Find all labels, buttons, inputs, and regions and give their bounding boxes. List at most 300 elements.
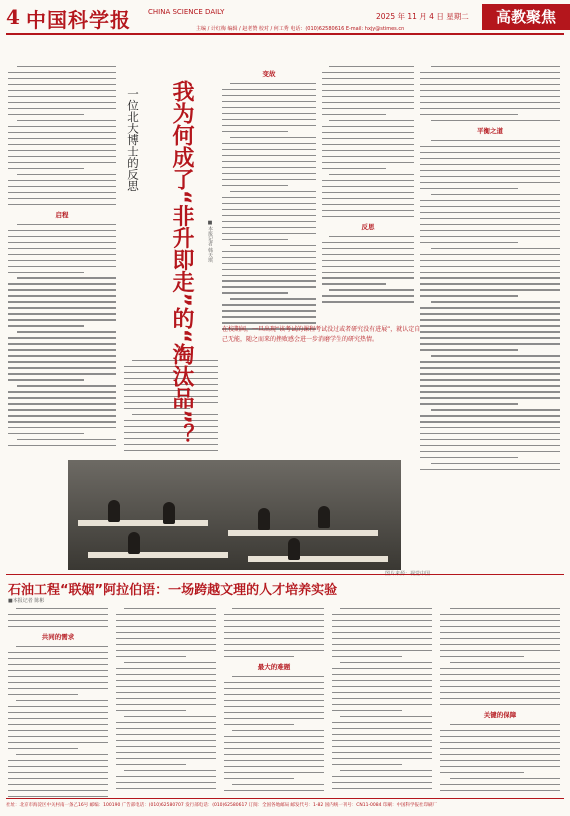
article2-column-5	[440, 608, 560, 796]
text-line	[124, 608, 216, 609]
text-line	[322, 260, 414, 261]
text-line	[332, 734, 432, 735]
text-line	[224, 748, 324, 749]
text-line	[420, 230, 560, 231]
text-line	[230, 298, 316, 299]
section-head: 平衡之道	[477, 126, 503, 135]
text-line	[8, 682, 108, 683]
text-line	[8, 748, 78, 749]
text-line	[222, 286, 316, 287]
text-line	[322, 126, 414, 127]
text-line	[8, 150, 116, 151]
text-line	[420, 283, 560, 284]
text-line	[230, 83, 316, 84]
text-line	[420, 295, 518, 296]
text-line	[8, 760, 108, 761]
text-line	[332, 788, 432, 789]
text-line	[222, 167, 316, 168]
text-line	[17, 277, 116, 278]
text-line	[420, 385, 560, 386]
text-line	[420, 379, 560, 380]
text-line	[222, 304, 316, 305]
text-line	[420, 218, 560, 219]
text-line	[8, 272, 84, 273]
text-line	[8, 192, 116, 193]
text-line	[431, 409, 560, 410]
text-line	[340, 770, 432, 771]
text-line	[8, 126, 116, 127]
text-line	[116, 704, 216, 705]
text-line	[116, 644, 216, 645]
article2-column-4	[332, 608, 432, 794]
text-line	[8, 724, 108, 725]
text-line	[8, 313, 116, 314]
text-line	[224, 682, 324, 683]
text-line	[222, 233, 316, 234]
text-line	[224, 694, 324, 695]
text-line	[420, 236, 560, 237]
text-line	[440, 772, 524, 773]
text-line	[8, 421, 116, 422]
text-line	[124, 770, 216, 771]
text-line	[222, 263, 316, 264]
text-line	[8, 361, 116, 362]
text-line	[222, 316, 316, 317]
text-line	[322, 254, 414, 255]
text-line	[8, 355, 116, 356]
text-line	[420, 457, 518, 458]
text-line	[116, 680, 216, 681]
text-line	[116, 698, 216, 699]
text-line	[222, 221, 316, 222]
text-line	[322, 266, 414, 267]
text-line	[420, 373, 560, 374]
text-line	[222, 197, 316, 198]
text-line	[332, 620, 432, 621]
text-line	[116, 758, 216, 759]
text-line	[322, 156, 414, 157]
text-line	[431, 194, 560, 195]
text-line	[8, 688, 108, 689]
text-line	[8, 427, 116, 428]
text-line	[332, 782, 432, 783]
text-line	[332, 746, 432, 747]
text-line	[340, 608, 432, 609]
text-line	[116, 626, 216, 627]
text-line	[8, 301, 116, 302]
text-line	[116, 686, 216, 687]
section-head: 关键的保障	[483, 710, 517, 719]
article2-column-3	[224, 608, 324, 796]
feature-column-3	[222, 66, 316, 334]
text-line	[440, 730, 560, 731]
text-line	[17, 331, 116, 332]
text-line	[420, 349, 518, 350]
page-number: 4	[6, 5, 20, 29]
text-line	[322, 96, 414, 97]
text-line	[322, 132, 414, 133]
text-line	[222, 310, 316, 311]
text-line	[222, 119, 316, 120]
text-line	[332, 752, 432, 753]
text-line	[450, 662, 560, 663]
text-line	[8, 242, 116, 243]
text-line	[420, 445, 560, 446]
text-line	[322, 168, 386, 169]
text-line	[8, 670, 108, 671]
text-line	[222, 95, 316, 96]
text-line	[440, 698, 560, 699]
text-line	[329, 174, 414, 175]
text-line	[116, 620, 216, 621]
text-line	[224, 736, 324, 737]
text-line	[420, 254, 560, 255]
text-line	[322, 272, 414, 273]
text-line	[8, 730, 108, 731]
text-line	[8, 102, 116, 103]
text-line	[224, 638, 324, 639]
text-line	[116, 656, 186, 657]
feature-column-5	[420, 66, 560, 475]
text-line	[116, 650, 216, 651]
text-line	[222, 227, 316, 228]
text-line	[224, 706, 324, 707]
text-line	[440, 686, 560, 687]
text-line	[8, 778, 108, 779]
text-line	[8, 96, 116, 97]
text-line	[322, 198, 414, 199]
text-line	[420, 313, 560, 314]
text-line	[420, 427, 560, 428]
text-line	[322, 138, 414, 139]
text-line	[329, 66, 414, 67]
text-line	[440, 692, 560, 693]
text-line	[322, 84, 414, 85]
text-line	[332, 710, 402, 711]
text-line	[116, 722, 216, 723]
text-line	[222, 89, 316, 90]
text-line	[17, 439, 116, 440]
text-line	[116, 764, 186, 765]
text-line	[332, 692, 432, 693]
text-line	[420, 433, 560, 434]
text-line	[420, 260, 560, 261]
text-line	[420, 242, 518, 243]
text-line	[116, 734, 216, 735]
text-line	[222, 322, 316, 323]
text-line	[340, 716, 432, 717]
text-line	[8, 403, 116, 404]
text-line	[322, 102, 414, 103]
text-line	[222, 257, 316, 258]
text-line	[224, 772, 324, 773]
text-line	[420, 114, 518, 115]
text-line	[420, 96, 560, 97]
text-line	[440, 736, 560, 737]
feature-author: ■本报记者 韩天琪	[207, 220, 213, 263]
text-line	[224, 650, 324, 651]
text-line	[116, 692, 216, 693]
text-line	[322, 144, 414, 145]
text-line	[420, 158, 560, 159]
text-line	[16, 646, 108, 647]
text-line	[332, 656, 402, 657]
text-line	[222, 149, 316, 150]
text-line	[440, 644, 560, 645]
text-line	[116, 668, 216, 669]
text-line	[420, 146, 560, 147]
text-line	[8, 90, 116, 91]
text-line	[8, 156, 116, 157]
text-line	[322, 277, 414, 278]
text-line	[224, 700, 324, 701]
section-head: 最大的难题	[257, 662, 291, 671]
text-line	[222, 131, 288, 132]
text-line	[224, 742, 324, 743]
text-line	[222, 269, 316, 270]
text-line	[420, 343, 560, 344]
text-line	[8, 391, 116, 392]
masthead-title: 中国科学报	[26, 8, 131, 32]
text-line	[431, 120, 560, 121]
text-line	[116, 788, 216, 789]
text-line	[420, 170, 560, 171]
text-line	[440, 650, 560, 651]
text-line	[420, 403, 518, 404]
text-line	[8, 180, 116, 181]
text-line	[322, 114, 386, 115]
text-line	[322, 180, 414, 181]
text-line	[224, 778, 294, 779]
text-line	[224, 712, 324, 713]
text-line	[222, 155, 316, 156]
text-line	[431, 301, 560, 302]
text-line	[8, 379, 84, 380]
text-line	[420, 78, 560, 79]
footer-info: 社址：北京市海淀区中关村南一条乙16号 邮编：100190 广告部电话：(010)62580707 发行部电话：(010)62580617 订阅：全国各地邮局 邮发代号：1-82 国内统一刊号：CN11-0084 印刷：中国科学报社印刷厂	[6, 803, 437, 808]
text-line	[420, 200, 560, 201]
text-line	[222, 209, 316, 210]
text-line	[8, 706, 108, 707]
pull-quote: 在校期间，一旦出现“该考试的课程考试没过或者研究没有进展”，就认定自己无能，随之而来的挫败感会进一步消磨学生的研究热情。	[222, 326, 421, 343]
text-line	[332, 638, 432, 639]
text-line	[116, 746, 216, 747]
text-line	[8, 289, 116, 290]
text-line	[17, 385, 116, 386]
text-line	[431, 355, 560, 356]
text-line	[8, 236, 116, 237]
text-line	[440, 704, 560, 705]
text-line	[8, 433, 84, 434]
text-line	[420, 469, 560, 470]
text-line	[8, 676, 108, 677]
text-line	[440, 674, 560, 675]
text-line	[8, 397, 116, 398]
text-line	[420, 212, 560, 213]
text-line	[116, 728, 216, 729]
text-line	[116, 752, 216, 753]
text-line	[116, 674, 216, 675]
text-line	[8, 168, 84, 169]
text-line	[322, 204, 414, 205]
text-line	[420, 415, 560, 416]
text-line	[322, 162, 414, 163]
text-line	[232, 784, 324, 785]
text-line	[332, 758, 432, 759]
text-line	[124, 450, 218, 451]
text-line	[8, 114, 84, 115]
text-line	[420, 331, 560, 332]
text-line	[8, 626, 108, 627]
text-line	[332, 614, 432, 615]
text-line	[8, 614, 108, 615]
text-line	[440, 656, 524, 657]
masthead-logo	[26, 4, 131, 33]
text-line	[332, 674, 432, 675]
text-line	[420, 206, 560, 207]
text-line	[222, 113, 316, 114]
text-line	[8, 78, 116, 79]
text-line	[420, 102, 560, 103]
text-line	[224, 632, 324, 633]
text-line	[420, 325, 560, 326]
text-line	[440, 668, 560, 669]
text-line	[8, 260, 116, 261]
text-line	[440, 632, 560, 633]
text-line	[8, 108, 116, 109]
text-line	[224, 718, 324, 719]
text-line	[440, 748, 560, 749]
text-line	[8, 84, 116, 85]
text-line	[8, 718, 108, 719]
text-line	[8, 664, 108, 665]
text-line	[222, 292, 288, 293]
text-line	[16, 700, 108, 701]
text-line	[420, 289, 560, 290]
text-line	[8, 162, 116, 163]
article-divider	[6, 574, 564, 575]
article2-title: 石油工程“联姻”阿拉伯语：一场跨越文理的人才培养实验	[8, 583, 338, 598]
text-line	[124, 662, 216, 663]
text-line	[440, 790, 560, 791]
section-head: 共同的需求	[41, 632, 75, 641]
text-line	[420, 307, 560, 308]
text-line	[322, 216, 414, 217]
text-line	[420, 277, 560, 278]
text-line	[8, 230, 116, 231]
text-line	[420, 176, 560, 177]
text-line	[440, 680, 560, 681]
text-line	[8, 186, 116, 187]
text-line	[8, 736, 108, 737]
text-line	[224, 644, 324, 645]
text-line	[332, 698, 432, 699]
text-line	[8, 144, 116, 145]
text-line	[322, 283, 386, 284]
text-line	[222, 239, 288, 240]
text-line	[332, 680, 432, 681]
section-head: 反思	[361, 222, 375, 231]
text-line	[329, 289, 414, 290]
text-line	[420, 188, 518, 189]
editor-credits: 主编 / 计红梅 编辑 / 赵老赞 校对 / 何工秀 电话：(010)62580616 E-mail: hxjy@stimes.cn	[196, 26, 405, 32]
text-line	[420, 421, 560, 422]
text-line	[322, 301, 414, 302]
text-line	[222, 143, 316, 144]
text-line	[8, 790, 108, 791]
text-line	[332, 722, 432, 723]
text-line	[420, 152, 560, 153]
text-line	[420, 337, 560, 338]
text-line	[224, 754, 324, 755]
text-line	[431, 66, 560, 67]
text-line	[222, 179, 316, 180]
text-line	[450, 778, 560, 779]
text-line	[222, 280, 316, 281]
text-line	[450, 608, 560, 609]
text-line	[440, 754, 560, 755]
text-line	[8, 712, 108, 713]
text-line	[420, 319, 560, 320]
text-line	[322, 90, 414, 91]
text-line	[420, 84, 560, 85]
feature-column-1	[8, 66, 116, 451]
text-line	[232, 730, 324, 731]
text-line	[8, 445, 116, 446]
text-line	[420, 90, 560, 91]
text-line	[8, 138, 116, 139]
text-line	[8, 325, 84, 326]
text-line	[420, 451, 560, 452]
article2-author: ■本报记者 陈彬	[8, 598, 45, 604]
text-line	[17, 224, 116, 225]
text-line	[322, 78, 414, 79]
masthead-subtitle: CHINA SCIENCE DAILY	[148, 8, 225, 16]
text-line	[329, 120, 414, 121]
text-line	[8, 295, 116, 296]
text-line	[440, 784, 560, 785]
text-line	[440, 760, 560, 761]
text-line	[440, 766, 560, 767]
text-line	[224, 766, 324, 767]
text-line	[332, 740, 432, 741]
text-line	[8, 766, 108, 767]
text-line	[116, 614, 216, 615]
article2-column-2	[116, 608, 216, 794]
issue-date: 2025 年 11 月 4 日 星期二	[376, 12, 469, 21]
section-head: 启程	[55, 210, 69, 219]
text-line	[431, 140, 560, 141]
text-line	[222, 107, 316, 108]
text-line	[8, 283, 116, 284]
text-line	[222, 215, 316, 216]
text-line	[340, 662, 432, 663]
text-line	[224, 724, 294, 725]
text-line	[420, 367, 560, 368]
text-line	[420, 391, 560, 392]
text-line	[8, 248, 116, 249]
text-line	[222, 275, 316, 276]
text-line	[8, 349, 116, 350]
classroom-photo	[68, 460, 401, 570]
header-rule	[6, 33, 564, 35]
text-line	[332, 764, 402, 765]
text-line	[440, 638, 560, 639]
text-line	[8, 72, 116, 73]
text-line	[8, 307, 116, 308]
text-line	[8, 204, 116, 205]
footer-rule	[6, 798, 564, 799]
